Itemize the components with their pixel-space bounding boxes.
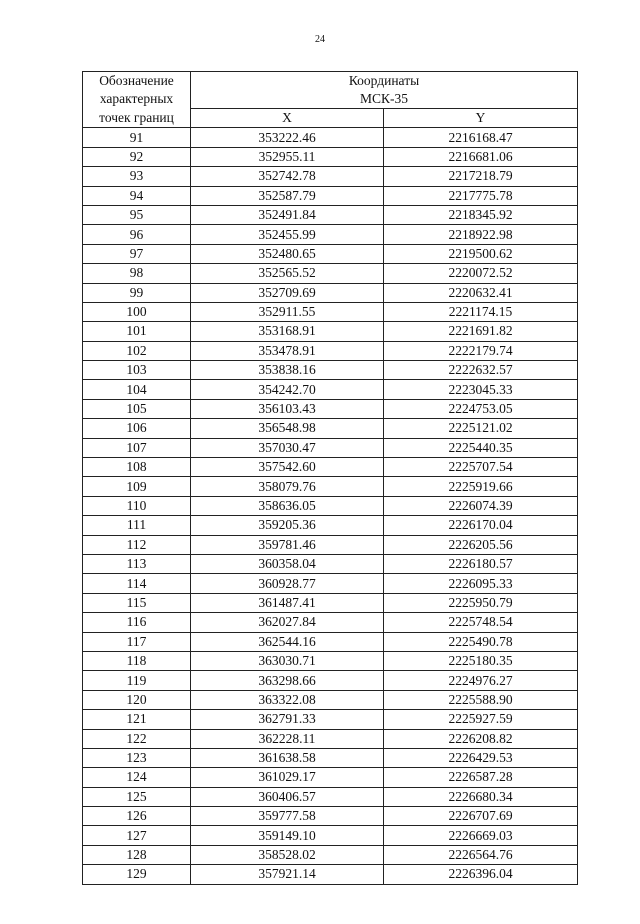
table-row (83, 380, 578, 399)
y-value-cell: 2221174.15 (384, 302, 578, 321)
point-id-cell: 116 (83, 613, 191, 632)
table-row (83, 826, 578, 845)
point-id-cell: 96 (83, 225, 191, 244)
table-row (83, 865, 578, 884)
x-value-cell: 360358.04 (191, 554, 384, 573)
table-row (83, 341, 578, 360)
x-value-cell: 353478.91 (191, 341, 384, 360)
y-value-cell: 2220072.52 (384, 264, 578, 283)
table-row (83, 845, 578, 864)
point-id-cell: 111 (83, 516, 191, 535)
table-row (83, 496, 578, 515)
y-value-cell: 2225927.59 (384, 710, 578, 729)
designation-header-line-2: характерных (99, 91, 174, 107)
x-value-cell: 352491.84 (191, 205, 384, 224)
coordinates-header-line-2: МСК-35 (359, 91, 408, 106)
y-value-cell: 2226074.39 (384, 496, 578, 515)
point-id-cell: 112 (83, 535, 191, 554)
y-value-cell: 2226429.53 (384, 748, 578, 767)
y-column-header: Y (384, 109, 578, 128)
point-id-cell: 97 (83, 244, 191, 263)
y-value-cell: 2226396.04 (384, 865, 578, 884)
x-value-cell: 361487.41 (191, 593, 384, 612)
table-row (83, 128, 578, 147)
y-value-cell: 2226707.69 (384, 807, 578, 826)
x-value-cell: 363322.08 (191, 690, 384, 709)
x-value-cell: 358079.76 (191, 477, 384, 496)
x-value-cell: 359777.58 (191, 807, 384, 826)
y-value-cell: 2226170.04 (384, 516, 578, 535)
point-id-cell: 98 (83, 264, 191, 283)
table-row (83, 574, 578, 593)
table-row (83, 593, 578, 612)
point-id-cell: 95 (83, 205, 191, 224)
y-value-cell: 2224976.27 (384, 671, 578, 690)
point-id-cell: 125 (83, 787, 191, 806)
coordinates-header (191, 72, 578, 109)
table-row (83, 690, 578, 709)
point-id-cell: 107 (83, 438, 191, 457)
y-value-cell: 2226669.03 (384, 826, 578, 845)
table-row (83, 244, 578, 263)
x-value-cell: 352565.52 (191, 264, 384, 283)
x-value-cell: 358636.05 (191, 496, 384, 515)
table-row (83, 632, 578, 651)
point-id-cell: 122 (83, 729, 191, 748)
point-id-cell: 110 (83, 496, 191, 515)
point-id-cell: 129 (83, 865, 191, 884)
table-row (83, 167, 578, 186)
y-value-cell: 2226680.34 (384, 787, 578, 806)
point-id-cell: 119 (83, 671, 191, 690)
point-id-cell: 114 (83, 574, 191, 593)
point-id-cell: 93 (83, 167, 191, 186)
table-header (83, 72, 578, 128)
table-row (83, 535, 578, 554)
table-row (83, 477, 578, 496)
point-id-cell: 117 (83, 632, 191, 651)
table-row (83, 807, 578, 826)
y-value-cell: 2216168.47 (384, 128, 578, 147)
x-value-cell: 356103.43 (191, 399, 384, 418)
y-value-cell: 2226095.33 (384, 574, 578, 593)
point-id-cell: 126 (83, 807, 191, 826)
point-id-cell: 120 (83, 690, 191, 709)
table-row (83, 361, 578, 380)
table-row (83, 768, 578, 787)
point-id-cell: 99 (83, 283, 191, 302)
table-row (83, 302, 578, 321)
x-value-cell: 352742.78 (191, 167, 384, 186)
table-row (83, 399, 578, 418)
point-id-cell: 128 (83, 845, 191, 864)
table-row (83, 748, 578, 767)
x-value-cell: 352911.55 (191, 302, 384, 321)
x-value-cell: 363298.66 (191, 671, 384, 690)
table-row (83, 651, 578, 670)
y-value-cell: 2225748.54 (384, 613, 578, 632)
x-value-cell: 352455.99 (191, 225, 384, 244)
table-row (83, 516, 578, 535)
coordinates-header-line-1: Координаты (348, 73, 420, 88)
x-value-cell: 360406.57 (191, 787, 384, 806)
x-value-cell: 357921.14 (191, 865, 384, 884)
x-value-cell: 352587.79 (191, 186, 384, 205)
y-value-cell: 2225121.02 (384, 419, 578, 438)
point-id-cell: 118 (83, 651, 191, 670)
point-id-cell: 115 (83, 593, 191, 612)
y-value-cell: 2224753.05 (384, 399, 578, 418)
x-value-cell: 359205.36 (191, 516, 384, 535)
x-value-cell: 357030.47 (191, 438, 384, 457)
page-number: 24 (315, 34, 325, 45)
table-row (83, 458, 578, 477)
x-value-cell: 353222.46 (191, 128, 384, 147)
table-row (83, 419, 578, 438)
point-id-cell: 127 (83, 826, 191, 845)
point-id-cell: 92 (83, 147, 191, 166)
y-value-cell: 2226564.76 (384, 845, 578, 864)
table-row (83, 186, 578, 205)
y-value-cell: 2222179.74 (384, 341, 578, 360)
y-value-cell: 2226208.82 (384, 729, 578, 748)
y-value-cell: 2225707.54 (384, 458, 578, 477)
x-value-cell: 362791.33 (191, 710, 384, 729)
y-value-cell: 2221691.82 (384, 322, 578, 341)
y-value-cell: 2223045.33 (384, 380, 578, 399)
table-row (83, 147, 578, 166)
x-value-cell: 362228.11 (191, 729, 384, 748)
point-id-cell: 94 (83, 186, 191, 205)
y-value-cell: 2218922.98 (384, 225, 578, 244)
table-body (83, 128, 578, 884)
point-id-cell: 109 (83, 477, 191, 496)
y-value-cell: 2225490.78 (384, 632, 578, 651)
point-id-cell: 108 (83, 458, 191, 477)
point-id-cell: 91 (83, 128, 191, 147)
y-value-cell: 2226205.56 (384, 535, 578, 554)
x-value-cell: 357542.60 (191, 458, 384, 477)
y-value-cell: 2225588.90 (384, 690, 578, 709)
point-id-cell: 121 (83, 710, 191, 729)
table-row (83, 322, 578, 341)
table-row (83, 283, 578, 302)
point-id-cell: 102 (83, 341, 191, 360)
x-value-cell: 358528.02 (191, 845, 384, 864)
x-value-cell: 352955.11 (191, 147, 384, 166)
y-value-cell: 2226180.57 (384, 554, 578, 573)
point-id-cell: 100 (83, 302, 191, 321)
x-value-cell: 359149.10 (191, 826, 384, 845)
point-id-cell: 104 (83, 380, 191, 399)
point-id-cell: 103 (83, 361, 191, 380)
table-row (83, 205, 578, 224)
x-value-cell: 353838.16 (191, 361, 384, 380)
y-value-cell: 2225919.66 (384, 477, 578, 496)
table-row (83, 225, 578, 244)
table-row (83, 671, 578, 690)
y-value-cell: 2222632.57 (384, 361, 578, 380)
x-value-cell: 352709.69 (191, 283, 384, 302)
table-row (83, 554, 578, 573)
point-id-cell: 123 (83, 748, 191, 767)
table-row (83, 613, 578, 632)
point-id-cell: 113 (83, 554, 191, 573)
y-value-cell: 2225180.35 (384, 651, 578, 670)
designation-header-line-1: Обозначение (99, 73, 174, 89)
point-id-cell: 106 (83, 419, 191, 438)
x-value-cell: 356548.98 (191, 419, 384, 438)
y-value-cell: 2217218.79 (384, 167, 578, 186)
table-row (83, 729, 578, 748)
point-id-cell: 101 (83, 322, 191, 341)
y-value-cell: 2226587.28 (384, 768, 578, 787)
x-value-cell: 363030.71 (191, 651, 384, 670)
y-value-cell: 2218345.92 (384, 205, 578, 224)
table-row (83, 264, 578, 283)
y-value-cell: 2220632.41 (384, 283, 578, 302)
y-value-cell: 2216681.06 (384, 147, 578, 166)
x-value-cell: 353168.91 (191, 322, 384, 341)
x-value-cell: 360928.77 (191, 574, 384, 593)
y-value-cell: 2217775.78 (384, 186, 578, 205)
y-value-cell: 2219500.62 (384, 244, 578, 263)
y-value-cell: 2225950.79 (384, 593, 578, 612)
coordinates-table (82, 71, 578, 885)
x-value-cell: 362027.84 (191, 613, 384, 632)
x-value-cell: 354242.70 (191, 380, 384, 399)
x-value-cell: 361029.17 (191, 768, 384, 787)
x-value-cell: 359781.46 (191, 535, 384, 554)
x-column-header: X (191, 109, 384, 128)
x-value-cell: 361638.58 (191, 748, 384, 767)
table-row (83, 710, 578, 729)
x-value-cell: 362544.16 (191, 632, 384, 651)
point-id-cell: 105 (83, 399, 191, 418)
table-row (83, 787, 578, 806)
x-value-cell: 352480.65 (191, 244, 384, 263)
y-value-cell: 2225440.35 (384, 438, 578, 457)
designation-header-line-3: точек границ (83, 109, 191, 128)
designation-header (83, 72, 191, 109)
point-id-cell: 124 (83, 768, 191, 787)
table-row (83, 438, 578, 457)
